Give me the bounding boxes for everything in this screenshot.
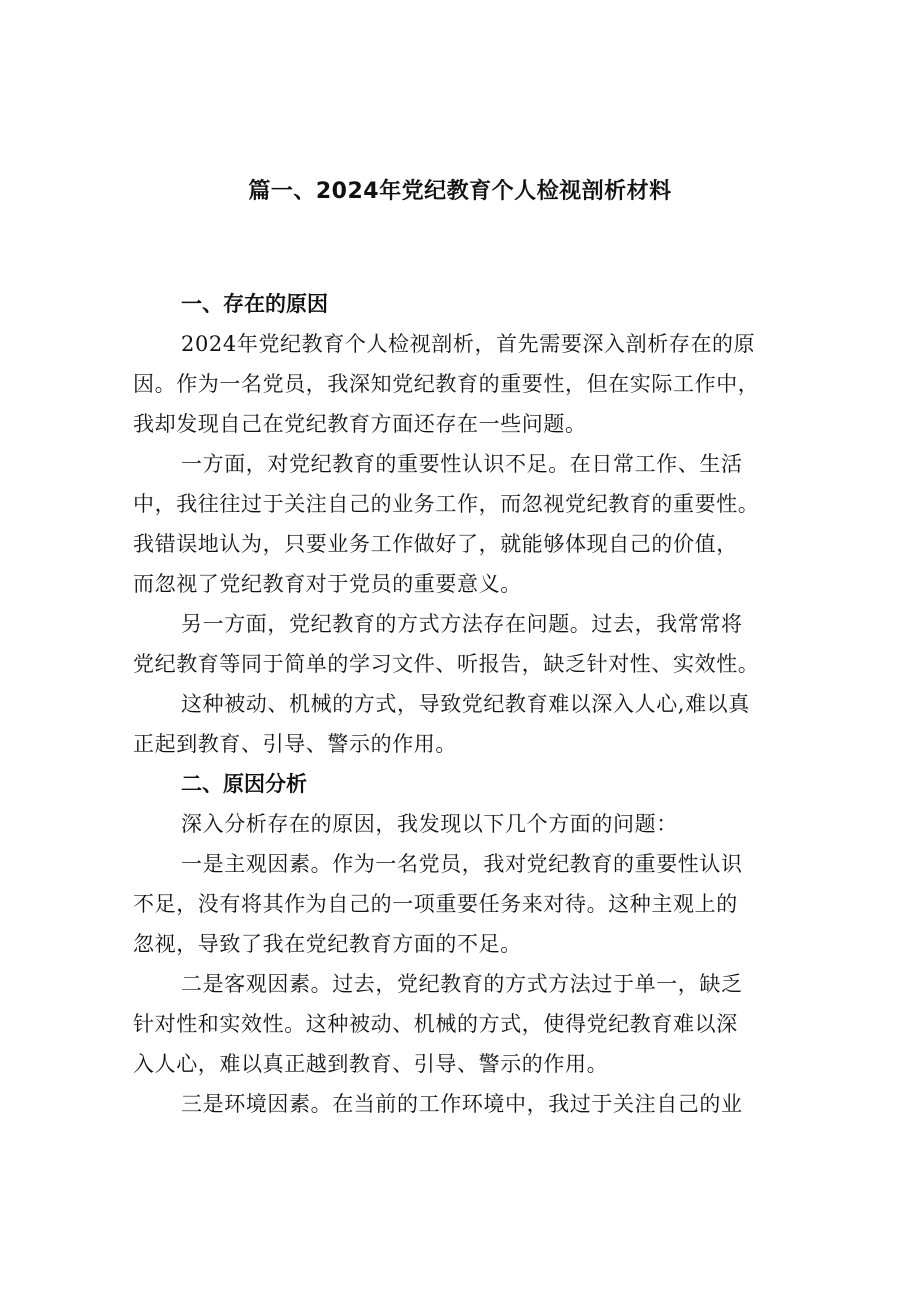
text-line: 而忽视了党纪教育对于党员的重要意义。 [133,572,522,596]
paragraph [133,964,795,1084]
text-line: 二是客观因素。过去，党纪教育的方式方法过于单一，缺乏 [181,972,743,996]
text-line: 中，我往往过于关注自己的业务工作，而忽视党纪教育的重要性。 [133,492,760,516]
text-line: 不足，没有将其作为自己的一项重要任务来对待。这种主观上的 [133,892,738,916]
text-line: 党纪教育等同于简单的学习文件、听报告，缺乏针对性、实效性。 [133,652,760,676]
text-line: 这种被动、机械的方式，导致党纪教育难以深入人心,难以真 [181,692,750,716]
text-line: 另一方面，党纪教育的方式方法存在问题。过去，我常常将 [181,612,743,636]
paragraph [133,444,795,604]
paragraph [133,804,795,844]
text-line: 正起到教育、引导、警示的作用。 [133,732,457,756]
paragraph [133,1084,795,1124]
paragraph [133,324,795,444]
text-line: 针对性和实效性。这种被动、机械的方式，使得党纪教育难以深 [133,1012,738,1036]
text-line: 我却发现自己在党纪教育方面还存在一些问题。 [133,412,587,436]
text-line: 一是主观因素。作为一名党员，我对党纪教育的重要性认识 [181,852,743,876]
text-line: 三是环境因素。在当前的工作环境中，我过于关注自己的业 [181,1092,743,1116]
paragraph [133,604,795,684]
paragraph [133,684,795,764]
text-line: 一方面，对党纪教育的重要性认识不足。在日常工作、生活 [181,452,743,476]
text-line: 忽视，导致了我在党纪教育方面的不足。 [133,932,522,956]
text-line: 因。作为一名党员，我深知党纪教育的重要性，但在实际工作中， [133,372,760,396]
text-line: 我错误地认为，只要业务工作做好了，就能够体现自己的价值， [133,532,738,556]
paragraph [133,844,795,964]
text-line: 2024年党纪教育个人检视剖析，首先需要深入剖析存在的原 [181,332,756,356]
section-heading-cause-analysis: 二、原因分析 [181,772,307,796]
document-title: 篇一、2024年党纪教育个人检视剖析材料 [248,179,672,204]
document-body [133,284,795,1124]
section-heading-existing-causes: 一、存在的原因 [181,292,328,316]
text-line: 深入分析存在的原因，我发现以下几个方面的问题： [181,812,678,836]
text-line: 入人心，难以真正越到教育、引导、警示的作用。 [133,1052,609,1076]
